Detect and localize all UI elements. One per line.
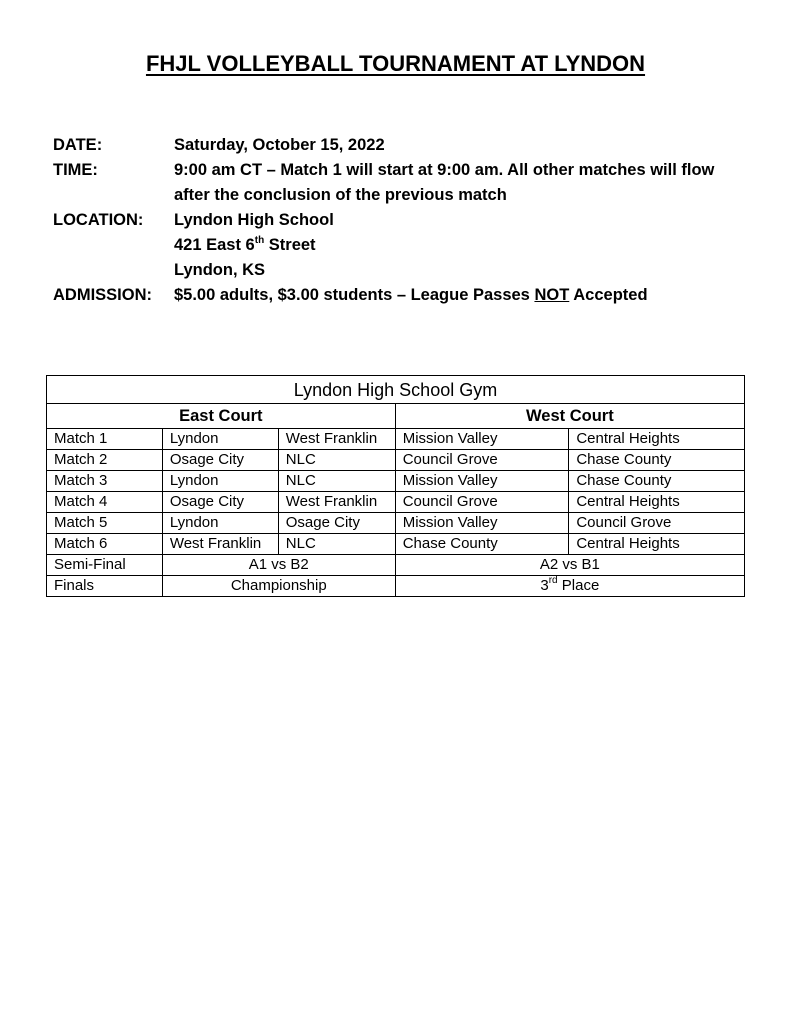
west-team-a: Mission Valley — [395, 429, 569, 450]
semifinal-label: Semi-Final — [47, 555, 163, 576]
west-team-b: Chase County — [569, 450, 745, 471]
gym-header-row — [47, 376, 745, 404]
east-team-b: Osage City — [278, 513, 395, 534]
match-label: Match 6 — [47, 534, 163, 555]
location-row — [53, 208, 744, 283]
match-label: Match 3 — [47, 471, 163, 492]
east-team-a: West Franklin — [162, 534, 278, 555]
finals-row — [47, 576, 745, 597]
east-team-b: West Franklin — [278, 492, 395, 513]
admission-label: ADMISSION: — [53, 286, 152, 304]
date-row — [53, 133, 744, 158]
west-team-b: Central Heights — [569, 429, 745, 450]
time-label: TIME: — [53, 161, 98, 179]
time-value: 9:00 am CT – Match 1 will start at 9:00 am. All other matches will flow after the conclusion of the previous match — [174, 161, 715, 204]
finals-west: 3rd Place — [395, 576, 744, 597]
west-team-b: Central Heights — [569, 492, 745, 513]
east-court-header: East Court — [47, 404, 396, 429]
admission-row — [53, 283, 744, 308]
match-label: Match 2 — [47, 450, 163, 471]
east-team-b: West Franklin — [278, 429, 395, 450]
east-team-a: Osage City — [162, 492, 278, 513]
table-row — [47, 450, 745, 471]
finals-east: Championship — [162, 576, 395, 597]
east-team-b: NLC — [278, 534, 395, 555]
east-team-a: Lyndon — [162, 471, 278, 492]
location-label: LOCATION: — [53, 211, 144, 229]
west-team-a: Council Grove — [395, 492, 569, 513]
east-team-a: Lyndon — [162, 513, 278, 534]
west-team-b: Council Grove — [569, 513, 745, 534]
location-value — [174, 208, 744, 283]
semifinal-west: A2 vs B1 — [395, 555, 744, 576]
table-row — [47, 471, 745, 492]
location-name: Lyndon High School — [174, 211, 334, 229]
table-row — [47, 534, 745, 555]
semifinal-east: A1 vs B2 — [162, 555, 395, 576]
location-address: 421 East 6th Street — [174, 234, 316, 254]
east-team-b: NLC — [278, 471, 395, 492]
match-label: Match 4 — [47, 492, 163, 513]
west-team-b: Chase County — [569, 471, 745, 492]
gym-title: Lyndon High School Gym — [47, 376, 745, 404]
table-row — [47, 492, 745, 513]
page-title: FHJL VOLLEYBALL TOURNAMENT AT LYNDON — [145, 51, 646, 76]
date-value: Saturday, October 15, 2022 — [174, 136, 385, 154]
east-team-b: NLC — [278, 450, 395, 471]
west-court-header: West Court — [395, 404, 744, 429]
west-team-a: Mission Valley — [395, 513, 569, 534]
west-team-a: Council Grove — [395, 450, 569, 471]
schedule-table — [46, 375, 745, 597]
date-label: DATE: — [53, 136, 103, 154]
west-team-a: Mission Valley — [395, 471, 569, 492]
admission-emphasis: NOT — [534, 286, 570, 304]
time-row — [53, 158, 744, 208]
match-label: Match 1 — [47, 429, 163, 450]
event-info — [53, 133, 744, 308]
east-team-a: Lyndon — [162, 429, 278, 450]
west-team-a: Chase County — [395, 534, 569, 555]
match-label: Match 5 — [47, 513, 163, 534]
semifinal-row — [47, 555, 745, 576]
west-team-b: Central Heights — [569, 534, 745, 555]
east-team-a: Osage City — [162, 450, 278, 471]
location-city: Lyndon, KS — [174, 261, 266, 279]
court-header-row — [47, 404, 745, 429]
admission-value: $5.00 adults, $3.00 students – League Passes NOT Accepted — [174, 286, 648, 304]
finals-label: Finals — [47, 576, 163, 597]
table-row — [47, 513, 745, 534]
table-row — [47, 429, 745, 450]
